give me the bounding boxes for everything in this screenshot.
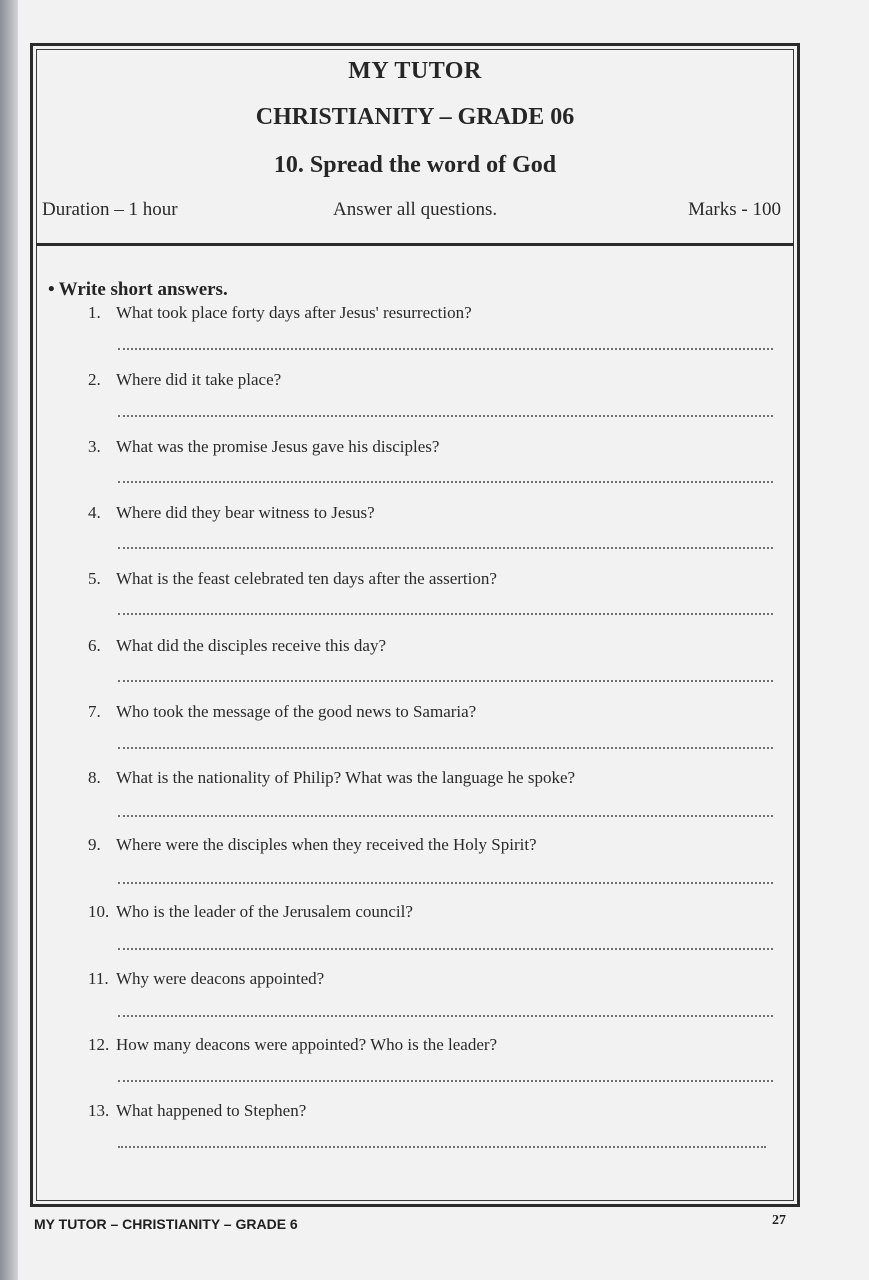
question-text: How many deacons were appointed? Who is the leader? [116, 1035, 498, 1054]
question-item [88, 503, 375, 523]
footer-title: MY TUTOR – CHRISTIANITY – GRADE 6 [34, 1216, 298, 1232]
question-item [88, 969, 324, 989]
question-item [88, 569, 497, 589]
answer-line[interactable] [118, 747, 773, 749]
lesson-title: 10. Spread the word of God [273, 152, 557, 178]
answer-line[interactable] [118, 882, 773, 884]
section-heading [48, 279, 228, 301]
question-item [88, 702, 476, 722]
question-number: 3. [88, 437, 101, 456]
question-text: What happened to Stephen? [116, 1101, 307, 1120]
answer-line[interactable] [118, 547, 773, 549]
answer-line[interactable] [118, 1146, 766, 1148]
question-number: 4. [88, 503, 101, 522]
question-number: 10. [88, 902, 110, 921]
subject-title: CHRISTIANITY – GRADE 06 [255, 104, 575, 130]
question-text: What did the disciples receive this day? [116, 636, 387, 655]
question-number: 8. [88, 768, 101, 787]
question-number: 7. [88, 702, 101, 721]
page-number: 27 [772, 1213, 786, 1228]
question-item [88, 902, 413, 922]
answer-line[interactable] [118, 680, 773, 682]
question-text: What is the nationality of Philip? What was the language he spoke? [116, 768, 576, 787]
question-text: What is the feast celebrated ten days after the assertion? [116, 569, 497, 588]
answer-line[interactable] [118, 348, 773, 350]
question-text: Who is the leader of the Jerusalem council? [116, 902, 413, 921]
answer-line[interactable] [118, 415, 773, 417]
question-item [88, 370, 281, 390]
question-item [88, 636, 386, 656]
question-item [88, 768, 575, 788]
question-item [88, 1101, 306, 1121]
instruction-label: Answer all questions. [333, 199, 498, 220]
answer-line[interactable] [118, 1080, 773, 1082]
question-number: 9. [88, 835, 101, 854]
bullet-icon: • [48, 279, 55, 300]
question-number: 12. [88, 1035, 110, 1054]
answer-line[interactable] [118, 948, 773, 950]
answer-line[interactable] [118, 815, 773, 817]
duration-label: Duration – 1 hour [42, 199, 178, 220]
page-border-inner [36, 49, 794, 1201]
question-number: 6. [88, 636, 101, 655]
question-item [88, 437, 439, 457]
question-number: 1. [88, 303, 101, 322]
question-text: Where did it take place? [116, 370, 282, 389]
question-text: Why were deacons appointed? [116, 969, 325, 988]
question-text: Who took the message of the good news to Samaria? [116, 702, 477, 721]
question-number: 13. [88, 1101, 110, 1120]
answer-line[interactable] [118, 481, 773, 483]
section-title: Write short answers. [58, 279, 228, 300]
question-text: What was the promise Jesus gave his disciples? [116, 437, 440, 456]
book-binding-edge [0, 0, 20, 1280]
marks-label: Marks - 100 [688, 199, 781, 220]
question-item [88, 303, 472, 323]
question-number: 2. [88, 370, 101, 389]
answer-line[interactable] [118, 613, 773, 615]
header-divider [36, 243, 794, 246]
question-text: What took place forty days after Jesus' resurrection? [116, 303, 472, 322]
answer-line[interactable] [118, 1015, 773, 1017]
brand-title: MY TUTOR [348, 58, 482, 84]
question-text: Where were the disciples when they received the Holy Spirit? [116, 835, 537, 854]
question-text: Where did they bear witness to Jesus? [116, 503, 375, 522]
question-item [88, 835, 537, 855]
question-item [88, 1035, 497, 1055]
question-number: 11. [88, 969, 109, 988]
question-number: 5. [88, 569, 101, 588]
